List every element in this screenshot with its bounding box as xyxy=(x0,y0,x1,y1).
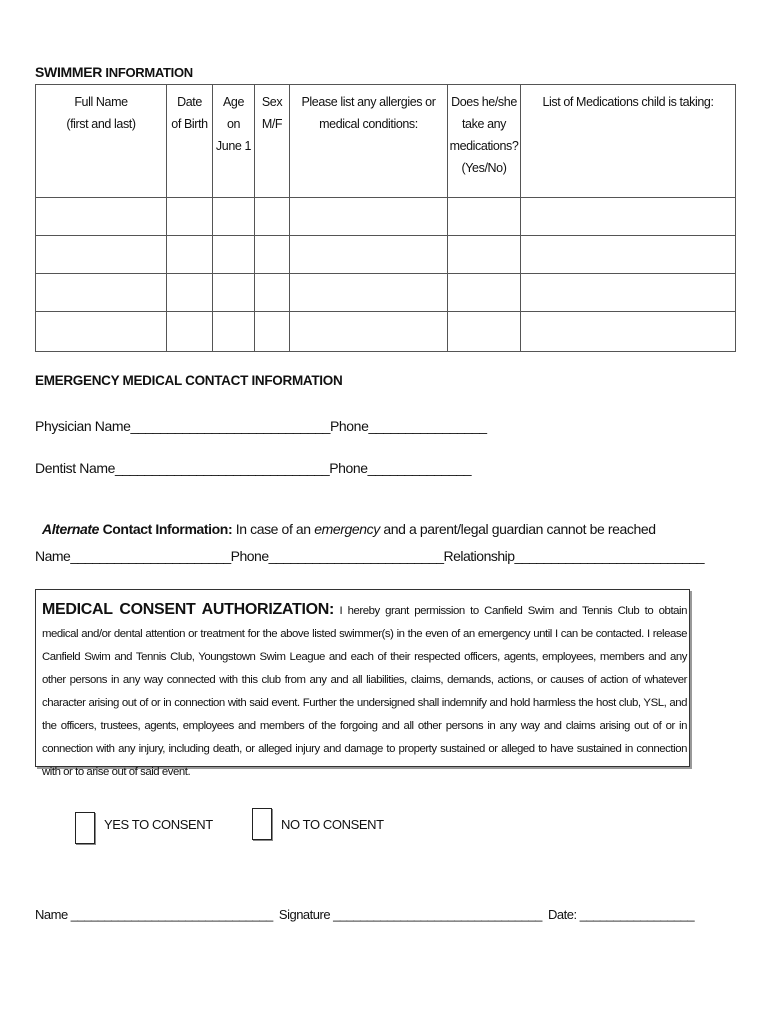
swimmer-title-bold: SWIMMER xyxy=(35,64,103,80)
swimmer-section-title xyxy=(35,64,193,80)
cell-sex[interactable] xyxy=(255,312,290,352)
medical-consent-box xyxy=(35,589,690,778)
swimmer-table-header xyxy=(36,85,736,198)
cell-age[interactable] xyxy=(213,236,255,274)
yes-consent-label: YES TO CONSENT xyxy=(104,817,213,832)
table-row xyxy=(36,236,736,274)
cell-full-name[interactable] xyxy=(36,236,167,274)
alternate-text-2: and a parent/legal guardian cannot be reached xyxy=(379,521,656,537)
cell-full-name[interactable] xyxy=(36,274,167,312)
table-row xyxy=(36,274,736,312)
cell-dob[interactable] xyxy=(167,312,213,352)
col-full-name: Full Name (first and last) xyxy=(36,85,167,198)
alternate-label-italic: Alternate xyxy=(41,521,100,537)
alternate-text-emergency: emergency xyxy=(314,521,380,537)
cell-full-name[interactable] xyxy=(36,312,167,352)
col-sex: Sex M/F xyxy=(255,85,290,198)
alternate-label-bold: Contact Information: xyxy=(99,521,233,537)
cell-allergies[interactable] xyxy=(290,312,448,352)
cell-meds-list[interactable] xyxy=(521,312,736,352)
cell-age[interactable] xyxy=(213,274,255,312)
no-consent-label: NO TO CONSENT xyxy=(281,817,384,832)
cell-age[interactable] xyxy=(213,312,255,352)
table-row xyxy=(36,312,736,352)
cell-sex[interactable] xyxy=(255,236,290,274)
alternate-contact-note xyxy=(35,505,656,537)
dentist-line[interactable]: Dentist Name_____________________________Phone______________ xyxy=(35,460,472,476)
swimmer-table xyxy=(35,84,736,352)
table-row xyxy=(36,198,736,236)
col-age-on-june-1: Age on June 1 xyxy=(213,85,255,198)
alternate-text-1: In case of an xyxy=(232,521,315,537)
cell-meds-list[interactable] xyxy=(521,198,736,236)
consent-body: I hereby grant permission to Canfield Swim and Tennis Club to obtain medical and/or dental attention or treatment for the above listed swimmer(s) in the even of an emergency until I can be contacted. I release Canfield Swim and Tennis Club, Youngstown Swim League and each of their respected officers, agents, employees, members and any other persons in any way connected with this club from any and all liabilities, claims, demands, actions, or causes of action of whatever character arising out of or in connection with said event. Further the undersigned shall indemnify and hold harmless the host club, YSL, and the officers, trustees, agents, employees and members of the forgoing and all other persons in any way and claims arising out of or in connection with any injury, including death, or alleged injury and damage to property sustained or alleged to have sustained in connection with or to arise out of said event. xyxy=(42,605,688,778)
cell-age[interactable] xyxy=(213,198,255,236)
cell-dob[interactable] xyxy=(167,236,213,274)
cell-meds-list[interactable] xyxy=(521,274,736,312)
no-consent-checkbox[interactable] xyxy=(252,808,272,840)
cell-takes-meds[interactable] xyxy=(448,274,521,312)
cell-full-name[interactable] xyxy=(36,198,167,236)
cell-dob[interactable] xyxy=(167,274,213,312)
signature-line[interactable]: Name ______________________________ Signature _______________________________ Date: _________________ xyxy=(35,907,695,922)
swimmer-title-rest: INFORMATION xyxy=(102,65,193,80)
cell-takes-meds[interactable] xyxy=(448,312,521,352)
consent-paragraph xyxy=(42,598,687,784)
col-medications-list: List of Medications child is taking: xyxy=(521,85,736,198)
consent-heading: MEDICAL CONSENT AUTHORIZATION: xyxy=(42,601,335,618)
cell-allergies[interactable] xyxy=(290,198,448,236)
emergency-section-title: EMERGENCY MEDICAL CONTACT INFORMATION xyxy=(35,373,343,388)
yes-consent-checkbox[interactable] xyxy=(75,812,95,844)
cell-allergies[interactable] xyxy=(290,236,448,274)
alternate-contact-line[interactable]: Name______________________Phone________________________Relationship__________________________ xyxy=(35,548,704,564)
cell-dob[interactable] xyxy=(167,198,213,236)
col-takes-medications: Does he/she take any medications? (Yes/No) xyxy=(448,85,521,198)
cell-takes-meds[interactable] xyxy=(448,198,521,236)
cell-allergies[interactable] xyxy=(290,274,448,312)
col-allergies: Please list any allergies or medical conditions: xyxy=(290,85,448,198)
cell-meds-list[interactable] xyxy=(521,236,736,274)
col-date-of-birth: Date of Birth xyxy=(167,85,213,198)
physician-line[interactable]: Physician Name___________________________Phone________________ xyxy=(35,418,487,434)
cell-sex[interactable] xyxy=(255,198,290,236)
cell-takes-meds[interactable] xyxy=(448,236,521,274)
cell-sex[interactable] xyxy=(255,274,290,312)
